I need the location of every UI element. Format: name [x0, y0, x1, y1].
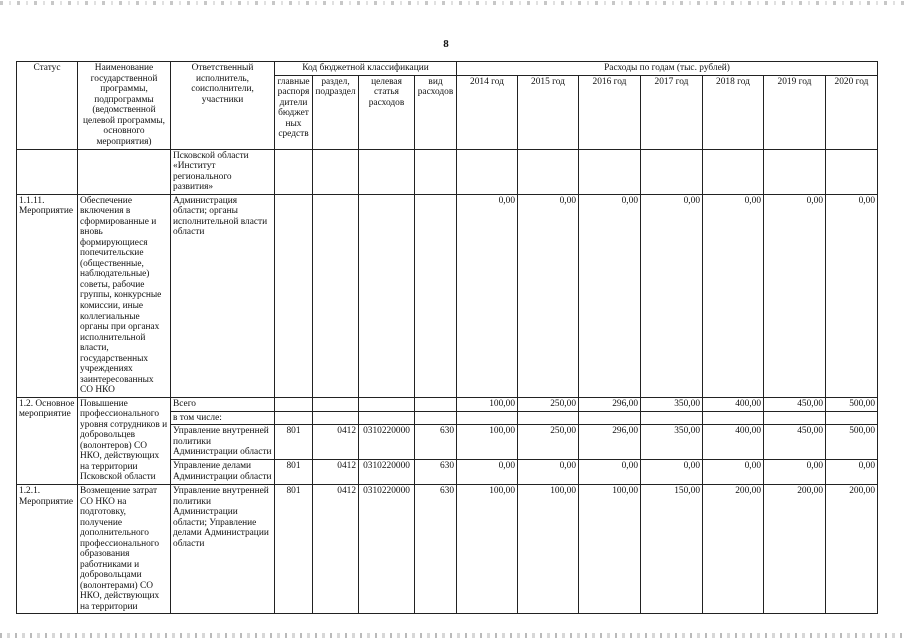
cell-value: 0,00: [764, 194, 826, 397]
cell-value: 100,00: [457, 397, 518, 411]
header-status: Статус: [17, 62, 78, 150]
cell-value: 350,00: [641, 425, 703, 460]
cell-value: [826, 149, 878, 194]
cell-value: [457, 411, 518, 425]
cell-value: 250,00: [518, 397, 579, 411]
cell-value: 0,00: [641, 460, 703, 485]
cell-razdel: 0412: [313, 425, 359, 460]
header-code-group: Код бюджетной классификации: [275, 62, 457, 76]
cell-value: [457, 149, 518, 194]
cell-value: 0,00: [826, 460, 878, 485]
cell-value: [518, 149, 579, 194]
cell-value: 0,00: [703, 460, 764, 485]
header-year: 2015 год: [518, 75, 579, 149]
cell-responsible: Управление внутренней политики Администрации области; Управление делами Администрации области: [171, 485, 275, 614]
cell-value: 296,00: [579, 425, 641, 460]
cell-celevaya: [359, 397, 415, 411]
cell-value: 0,00: [518, 194, 579, 397]
cell-status: [17, 149, 78, 194]
cell-value: [764, 411, 826, 425]
cell-glavn: [275, 149, 313, 194]
cell-value: 450,00: [764, 397, 826, 411]
cell-value: 100,00: [518, 485, 579, 614]
cell-value: 150,00: [641, 485, 703, 614]
cell-value: 100,00: [457, 485, 518, 614]
table-row: [17, 194, 878, 397]
cell-razdel: [313, 194, 359, 397]
cell-status: 1.1.11. Мероприятие: [17, 194, 78, 397]
cell-value: 500,00: [826, 425, 878, 460]
cell-responsible: Псковской области «Институт регионального развития»: [171, 149, 275, 194]
cell-vid: [415, 194, 457, 397]
page-number: 8: [443, 38, 449, 50]
cell-value: [764, 149, 826, 194]
cell-value: [579, 149, 641, 194]
cell-status: 1.2.1. Мероприятие: [17, 485, 78, 614]
table-row: [17, 149, 878, 194]
cell-vid: 630: [415, 425, 457, 460]
cell-value: [826, 411, 878, 425]
cell-responsible: Управление делами Администрации области: [171, 460, 275, 485]
cell-glavn: [275, 411, 313, 425]
cell-vid: 630: [415, 485, 457, 614]
cell-status: 1.2. Основное мероприятие: [17, 397, 78, 484]
cell-value: 400,00: [703, 397, 764, 411]
cell-value: 0,00: [457, 460, 518, 485]
cell-value: 0,00: [579, 194, 641, 397]
cell-value: 200,00: [764, 485, 826, 614]
header-year: 2020 год: [826, 75, 878, 149]
cell-responsible: в том числе:: [171, 411, 275, 425]
cell-glavn: 801: [275, 485, 313, 614]
cell-razdel: [313, 149, 359, 194]
cell-value: 400,00: [703, 425, 764, 460]
header-glavn: главные распоря дители бюджет ных средств: [275, 75, 313, 149]
cell-vid: 630: [415, 460, 457, 485]
cell-value: 0,00: [641, 194, 703, 397]
header-celevaya: целевая статья расходов: [359, 75, 415, 149]
cell-value: [518, 411, 579, 425]
cell-name: Возмещение затрат СО НКО на подготовку, получение дополнительного профессионального образования работниками и добровольцами (волонтерами) СО НКО, действующих на территории: [78, 485, 171, 614]
header-responsible: Ответственный исполнитель, соисполнители, участники: [171, 62, 275, 150]
cell-value: 0,00: [579, 460, 641, 485]
scan-artifact-bottom: [0, 633, 905, 638]
cell-celevaya: [359, 194, 415, 397]
cell-vid: [415, 397, 457, 411]
cell-value: 100,00: [579, 485, 641, 614]
cell-value: 200,00: [826, 485, 878, 614]
cell-celevaya: 0310220000: [359, 425, 415, 460]
cell-value: 450,00: [764, 425, 826, 460]
header-year: 2014 год: [457, 75, 518, 149]
cell-vid: [415, 149, 457, 194]
cell-value: [641, 149, 703, 194]
cell-razdel: [313, 411, 359, 425]
cell-value: 0,00: [457, 194, 518, 397]
cell-razdel: 0412: [313, 485, 359, 614]
cell-responsible: Администрация области; органы исполнительной власти области: [171, 194, 275, 397]
cell-celevaya: 0310220000: [359, 460, 415, 485]
cell-value: 500,00: [826, 397, 878, 411]
cell-glavn: 801: [275, 460, 313, 485]
cell-responsible: Управление внутренней политики Администрации области: [171, 425, 275, 460]
scan-artifact-top: [0, 1, 905, 5]
header-year: 2019 год: [764, 75, 826, 149]
header-year: 2016 год: [579, 75, 641, 149]
cell-celevaya: 0310220000: [359, 485, 415, 614]
cell-celevaya: [359, 149, 415, 194]
cell-value: [579, 411, 641, 425]
cell-name: Повышение профессионального уровня сотрудников и добровольцев (волонтеров) СО НКО, действующих на территории Псковской области: [78, 397, 171, 484]
header-razdel: раздел, подраздел: [313, 75, 359, 149]
budget-table: [16, 61, 878, 614]
header-vid: вид расходов: [415, 75, 457, 149]
cell-celevaya: [359, 411, 415, 425]
cell-glavn: 801: [275, 425, 313, 460]
cell-value: 250,00: [518, 425, 579, 460]
header-year: 2017 год: [641, 75, 703, 149]
cell-razdel: [313, 397, 359, 411]
cell-razdel: 0412: [313, 460, 359, 485]
header-year: 2018 год: [703, 75, 764, 149]
cell-value: 0,00: [764, 460, 826, 485]
table-row: [17, 397, 878, 411]
header-row-1: [17, 62, 878, 76]
cell-value: [641, 411, 703, 425]
cell-value: 100,00: [457, 425, 518, 460]
header-name: Наименование государственной программы, подпрограммы (ведомственной целевой программы, основного мероприятия): [78, 62, 171, 150]
cell-name: Обеспечение включения в сформированные и вновь формирующиеся попечительские (общественные, наблюдательные) советы, рабочие группы, конкурсные комиссии, иные коллегиальные органы при органах исполнительной власти, государственных учреждениях заинтересованных СО НКО: [78, 194, 171, 397]
cell-value: 0,00: [703, 194, 764, 397]
cell-value: 350,00: [641, 397, 703, 411]
cell-glavn: [275, 194, 313, 397]
cell-vid: [415, 411, 457, 425]
table-row: [17, 485, 878, 614]
cell-value: [703, 149, 764, 194]
cell-responsible: Всего: [171, 397, 275, 411]
cell-glavn: [275, 397, 313, 411]
cell-value: 0,00: [826, 194, 878, 397]
cell-name: [78, 149, 171, 194]
cell-value: 296,00: [579, 397, 641, 411]
header-expenses-group: Расходы по годам (тыс. рублей): [457, 62, 878, 76]
cell-value: 0,00: [518, 460, 579, 485]
cell-value: 200,00: [703, 485, 764, 614]
cell-value: [703, 411, 764, 425]
